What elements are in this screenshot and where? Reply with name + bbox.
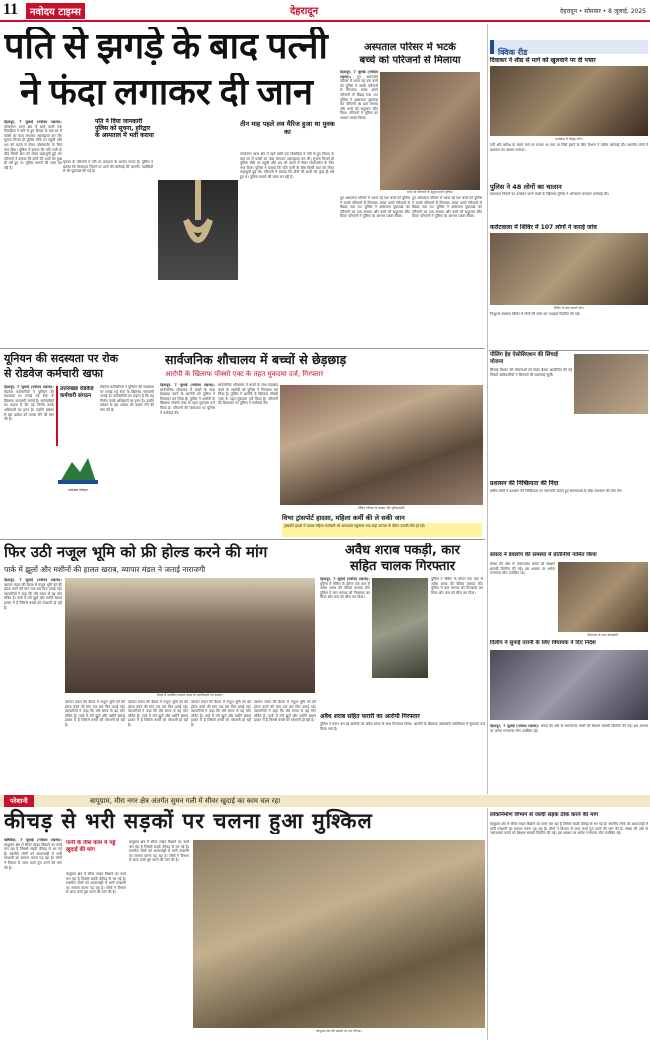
toilet-col-1: [160, 383, 215, 518]
toilet-body-2: सार्वजनिक शौचालय में बच्चों के साथ छेड़छाड़ करने के आरोपी को पुलिस ने गिरफ्तार कर लिया है। पुलिस ने आरोपी के खिलाफ पॉक्सो एक्ट के तहत मुकदमा दर्ज किया है। परिजनों की शिकायत पर पुलिस ने कार्रवाई की।: [218, 383, 278, 406]
hospital-body: दून अस्पताल परिसर में भटक रहे एक बच्चे को पुलिस ने उसके परिजनों से मिलाया। बच्चा अपने परिजनों से बिछड़ गया था। पुलिस ने आसपास पूछताछ कर परिजनों का पता लगाया और बच्चे को सकुशल सौंप दिया। परिजनों ने पुलिस का आभार व्यक्त किया।: [340, 74, 378, 120]
qr-h3-body: [490, 312, 648, 348]
hospital-headline-1: अस्पताल परिसर में भटके: [364, 42, 456, 53]
shivir-head: प्रशासन की निष्क्रियता की निंदा: [490, 480, 559, 487]
lead-col-1: [4, 120, 62, 345]
liquor-col-2: [431, 577, 483, 707]
date-line: देहरादून • सोमवार • 8 जुलाई, 2025: [560, 8, 646, 15]
hospital-col-2: [340, 196, 410, 346]
hospital-body-2: दून अस्पताल परिसर में भटक रहे एक बच्चे को पुलिस ने उसके परिजनों से मिलाया। बच्चा अपने परिजनों से बिछड़ गया था। पुलिस ने आसपास पूछताछ कर परिजनों का पता लगाया और बच्चे को सकुशल सौंप दिया। परिजनों ने पुलिस का आभार व्यक्त किया।: [340, 196, 410, 219]
toilet-body: सार्वजनिक शौचालय में बच्चों के साथ छेड़छाड़ करने के आरोपी को पुलिस ने गिरफ्तार कर लिया है। पुलिस ने आरोपी के खिलाफ पॉक्सो एक्ट के तहत मुकदमा दर्ज किया है। परिजनों की शिकायत पर पुलिस ने कार्रवाई की।: [160, 387, 215, 415]
toilet-dateline: देहरादून, 7 जुलाई (नवोदय टाइम्स):: [160, 383, 215, 387]
nazool-caption: बैठक में उपस्थित व्यापार मंडल के पदाधिकारी एवं सदस्य।: [157, 693, 223, 697]
bottom-col-1: [4, 838, 62, 1038]
nazool-headline: फिर उठी नजूल भूमि को फ्री होल्ड करने की मांग: [4, 543, 268, 561]
nazool-sub: पार्क में झूलों और मशीनों की हालत खराब, व्यापार मंडल ने जताई नाराजगी: [4, 565, 206, 574]
liquor-subbody: [320, 722, 485, 782]
toilet-sub: आरोपी के खिलाफ पॉक्सो एक्ट के तहत मुकदमा दर्ज, गिरफ्तार: [165, 370, 324, 378]
qr-caption-1: कार्यक्रम में मौजूद लोग।: [555, 137, 583, 141]
section-title: देहरादून: [290, 6, 319, 17]
cooling-head: पीलिंग हेड ऐसोसिएशन की सिंचाई योजना: [490, 352, 558, 365]
liquor-photo: [372, 578, 428, 678]
union-headline-1: यूनियन की सदस्यता पर रोक: [4, 352, 119, 365]
trust-body-text: संस्था की ओर से जरूरतमंद बच्चों को शिक्षण सामग्री वितरित की गई। इस अवसर पर अनेक गणमान्य लोग उपस्थित रहे।: [490, 724, 648, 733]
lead-body: पटेलनगर थाना क्षेत्र में रहने वाली एक विवाहिता ने पति से हुए विवाद के बाद घर में फांसी का फंदा लगाकर आत्महत्या कर ली। सूचना मिलते ही पुलिस मौके पर पहुंची और शव को कब्जे में लेकर पोस्टमार्टम के लिए भेज दिया। पुलिस ने बताया कि पति पत्नी के बीच किसी बात को लेकर कहासुनी हुई थी। परिजनों ने बताया कि दोनों की शादी को कुछ ही वर्ष हुए थे। पुलिस मामले की जांच कर रही है।: [4, 124, 62, 170]
liquor-body-2: पुलिस ने चेकिंग के दौरान एक कार से अवैध शराब की पेटियां बरामद कीं। पुलिस ने कार चालक को गिरफ्तार कर लिया और कार को सीज कर दिया।: [431, 577, 483, 595]
toilet-caption: पीड़ित परिवार के सदस्य और पुलिसकर्मी।: [357, 506, 406, 510]
trust-body-bottom-text-2: संस्था की ओर से जरूरतमंद बच्चों को शिक्षण सामग्री वितरित की गई। इस अवसर पर अनेक गणमान्य लोग उपस्थित रहे।: [490, 826, 648, 836]
lead-body-3: पटेलनगर थाना क्षेत्र में रहने वाली एक विवाहिता ने पति से हुए विवाद के बाद घर में फांसी का फंदा लगाकर आत्महत्या कर ली। सूचना मिलते ही पुलिस मौके पर पहुंची और शव को कब्जे में लेकर पोस्टमार्टम के लिए भेज दिया। पुलिस ने बताया कि पति पत्नी के बीच किसी बात को लेकर कहासुनी हुई थी। परिजनों ने बताया कि दोनों की शादी को कुछ ही वर्ष हुए थे। पुलिस मामले की जांच कर रही है।: [240, 152, 334, 179]
paper-name: नवोदय टाइम्स: [26, 3, 85, 19]
lead-headline-1: पति से झगड़े के बाद पत्नी: [4, 27, 328, 65]
qr-h1-body-text: गर्मी और बारिश के चलते मार्ग पर मलबा आ गया था जिसे हटाने के लिए विभाग ने त्वरित कार्रवाई की। स्थानीय लोगों ने प्रशासन का आभार जताया।: [490, 143, 648, 152]
bottom-body: बापूग्राम क्षेत्र में सीवर लाइन बिछाने का कार्य चल रहा है जिससे सड़कें कीचड़ से भर गई हैं। स्थानीय लोगों को आवाजाही में भारी परेशानी का सामना करना पड़ रहा है। लोगों ने विभाग से जल्द कार्य पूरा करने की मांग की है।: [4, 842, 62, 870]
qr-h1-body: [490, 143, 648, 181]
lead-subhead: तीन माह पहले लव मैरिज हुआ था युवक का: [240, 120, 335, 136]
sanjay-caption: विधायक के साथ क्षेत्रवासी।: [587, 633, 619, 637]
toilet-headline: सार्वजनिक शौचालय में बच्चों से छेड़छाड़: [165, 352, 347, 367]
toilet-box-body: ट्रांसपोर्ट हादसे में घायल महिला कर्मचारी को अस्पताल पहुंचाया गया जहां उपचार के दौरान उसकी मौत हो गई।: [284, 524, 426, 528]
lead-highlight: पति ने दिया जानकारी पुलिस को सूचना, हरिद्वार के अस्पताल में भर्ती कराया: [95, 118, 154, 139]
bottom-kicker: बापूग्राम, मीरा नगर क्षेत्र अंतर्गत सुमन गली में सीवर खुदाई का काम चल रहा: [90, 797, 281, 805]
hospital-photo: [380, 72, 480, 190]
union-col-2: [100, 385, 154, 515]
bottom-dateline: ऋषिकेश, 7 जुलाई (नवोदय टाइम्स):: [4, 838, 62, 842]
bottom-col-3: [129, 840, 189, 1038]
trust-photo: [490, 650, 648, 720]
rope-icon: [158, 180, 238, 280]
sanjay-head-2: दिलीप ने सुनाई तरानी के लिए विधायक ने दिए निर्देश: [490, 640, 596, 646]
nazool-body-2: व्यापार मंडल की बैठक में नजूल भूमि को फ्री होल्ड करने की मांग एक बार फिर उठाई गई। व्यापारियों ने कहा कि लंबे समय से यह मांग लंबित है। पार्क में लगे झूले और मशीनें खराब हालत में हैं जिससे बच्चों को परेशानी हो रही है।: [65, 700, 125, 727]
bottom-right-divider: [487, 808, 488, 1040]
noose-photo: [158, 180, 238, 280]
trust-body-bottom: [490, 822, 648, 1032]
bottom-caption: बापूग्राम क्षेत्र की सड़कों पर भरा कीचड़।: [316, 1029, 362, 1033]
divider-right-1: [489, 350, 649, 351]
lead-body-2: मृतका के परिजनों ने पति पर प्रताड़ना के आरोप लगाए हैं। पुलिस ने बताया कि शिकायत मिलने पर आगे की कार्रवाई की जाएगी। पड़ोसियों से भी पूछताछ की गई है।: [63, 160, 153, 174]
lead-col-2: [63, 160, 153, 345]
sanjay-head: सांसद ने डवलोप की समस्या में प्रतिनिधि नामित किया: [490, 552, 597, 558]
toilet-photo: [280, 385, 483, 505]
roadways-logo-icon: [58, 450, 98, 484]
nazool-body: व्यापार मंडल की बैठक में नजूल भूमि को फ्री होल्ड करने की मांग एक बार फिर उठाई गई। व्यापारियों ने कहा कि लंबे समय से यह मांग लंबित है। पार्क में लगे झूले और मशीनें खराब हालत में हैं जिससे बच्चों को परेशानी हो रही है।: [4, 582, 62, 610]
hospital-col-3: [412, 196, 482, 346]
union-body-2: रोडवेज कर्मचारियों ने यूनियन की सदस्यता पर लगाई गई रोक के खिलाफ नाराजगी जताई है। कर्मचारियों का कहना है कि यह निर्णय उनके अधिकारों का हनन है। उन्होंने प्रबंधन से इस आदेश को वापस लेने की मांग की है।: [100, 385, 154, 412]
bottom-banner: [0, 795, 650, 807]
qr-h2-body-text: यातायात नियमों का उल्लंघन करने वालों के खिलाफ पुलिस ने अभियान चलाकर कार्रवाई की।: [490, 192, 609, 196]
liquor-sub-body: पुलिस ने फरार चल रहे आरोपी को अवैध शराब के साथ गिरफ्तार किया। आरोपी के खिलाफ आबकारी अधिनियम में मुकदमा दर्ज किया गया है।: [320, 722, 485, 731]
bottom-col-2: [66, 872, 126, 1038]
liquor-headline-2: सहित चालक गिरफ्तार: [349, 559, 456, 574]
lead-dateline: देहरादून, 7 जुलाई (नवोदय टाइम्स):: [4, 120, 62, 124]
divider-2: [0, 539, 485, 540]
hospital-caption: बच्चे को परिजनों के सुपुर्द करती पुलिस।: [407, 190, 453, 194]
union-col-1: [4, 385, 54, 515]
bottom-body-2: बापूग्राम क्षेत्र में सीवर लाइन बिछाने का कार्य चल रहा है जिससे सड़कें कीचड़ से भर गई हैं। स्थानीय लोगों को आवाजाही में भारी परेशानी का सामना करना पड़ रहा है। लोगों ने विभाग से जल्द कार्य पूरा करने की मांग की है।: [66, 872, 126, 895]
union-sidehead: उत्तराखंड रोडवेज कर्मचारी संगठन: [60, 386, 94, 399]
qr-photo-1: [490, 66, 648, 136]
toilet-col-2: [218, 383, 278, 518]
qr-h3-body-text: निःशुल्क स्वास्थ्य शिविर में लोगों की जांच कर दवाइयां वितरित की गईं।: [490, 312, 581, 316]
liquor-subhead: अवैध शराब सहित फरारी का आरोपी गिरफ्तार: [320, 713, 420, 720]
nazool-body-5: व्यापार मंडल की बैठक में नजूल भूमि को फ्री होल्ड करने की मांग एक बार फिर उठाई गई। व्यापारियों ने कहा कि लंबे समय से यह मांग लंबित है। पार्क में लगे झूले और मशीनें खराब हालत में हैं जिससे बच्चों को परेशानी हो रही है।: [254, 700, 316, 723]
qr-h2: पुलिस ने 48 लोगों का चालान: [490, 183, 562, 191]
union-logo-text: उत्तराखंड परिवहन: [68, 488, 88, 492]
hospital-headline-2: बच्चे को परिजनों से मिलाया: [359, 55, 461, 66]
qr-h1: दिवाकर ने शीघ्र से मार्ग को खुलवाने पर दी पचार: [490, 57, 596, 64]
bottom-box-text: पानी के तीस काम में गड्ढे खुदाई की मांग: [66, 840, 116, 853]
lead-subhead-box: [240, 120, 335, 150]
shivir-body-text: क्षेत्रीय लोगों ने प्रशासन की निष्क्रियता पर नाराजगी जताते हुए समस्याओं के शीघ्र समाधान की मांग की।: [490, 489, 623, 493]
qr-photo-2: [490, 233, 648, 305]
bottom-tag: परेशानी: [4, 795, 34, 807]
toilet-box: [282, 523, 482, 537]
lead-col-3: [240, 152, 334, 342]
bottom-body-3: बापूग्राम क्षेत्र में सीवर लाइन बिछाने का कार्य चल रहा है जिससे सड़कें कीचड़ से भर गई हैं। स्थानीय लोगों को आवाजाही में भारी परेशानी का सामना करना पड़ रहा है। लोगों ने विभाग से जल्द कार्य पूरा करने की मांग की है।: [129, 840, 189, 863]
divider-1: [0, 348, 485, 349]
sanjay-photo: [558, 562, 648, 632]
nazool-body-4: व्यापार मंडल की बैठक में नजूल भूमि को फ्री होल्ड करने की मांग एक बार फिर उठाई गई। व्यापारियों ने कहा कि लंबे समय से यह मांग लंबित है। पार्क में लगे झूले और मशीनें खराब हालत में हैं जिससे बच्चों को परेशानी हो रही है।: [191, 700, 251, 727]
bottom-photo: [193, 840, 485, 1028]
lead-highlight-box: [95, 118, 155, 158]
nazool-dateline: देहरादून, 7 जुलाई (नवोदय टाइम्स):: [4, 578, 62, 582]
trust-dateline: देहरादून, 7 जुलाई (नवोदय टाइम्स):: [490, 724, 540, 728]
union-sidehead-box: [56, 386, 96, 446]
trust-head: लोकनिर्माण विभाग से जल्दी सड़क ठीक करने की मांग: [490, 812, 598, 818]
qr-caption-2: शिविर में जांच कराते लोग।: [553, 306, 585, 310]
union-body: रोडवेज कर्मचारियों ने यूनियन की सदस्यता पर लगाई गई रोक के खिलाफ नाराजगी जताई है। कर्मचारियों का कहना है कि यह निर्णय उनके अधिकारों का हनन है। उन्होंने प्रबंधन से इस आदेश को वापस लेने की मांग की है।: [4, 389, 54, 422]
sanjay-body-text: संस्था की ओर से जरूरतमंद बच्चों को शिक्षण सामग्री वितरित की गई। इस अवसर पर अनेक गणमान्य लोग उपस्थित रहे।: [490, 562, 555, 576]
union-headline-2: से रोडवेज कर्मचारी खफा: [4, 367, 103, 380]
quick-read-title: क्विक रीड: [498, 48, 528, 57]
bottom-headline: कीचड़ से भरी सड़कों पर चलना हुआ मुश्किल: [4, 809, 373, 833]
right-divider: [487, 24, 488, 794]
qr-h3: करोटवाला में शिविर में 107 लोगों ने कराई जांच: [490, 224, 597, 231]
liquor-col-1: [320, 577, 370, 707]
toilet-box-head: विभा ट्रांसपोर्ट हादसा, महिला कर्मी की ले सकी जान: [282, 514, 405, 522]
hospital-dateline: देहरादून, 7 जुलाई (नवोदय टाइम्स):: [340, 70, 378, 79]
hospital-body-3: दून अस्पताल परिसर में भटक रहे एक बच्चे को पुलिस ने उसके परिजनों से मिलाया। बच्चा अपने परिजनों से बिछड़ गया था। पुलिस ने आसपास पूछताछ कर परिजनों का पता लगाया और बच्चे को सकुशल सौंप दिया। परिजनों ने पुलिस का आभार व्यक्त किया।: [412, 196, 482, 219]
page-number: 11: [3, 1, 19, 18]
cooling-photo: [574, 354, 648, 414]
union-logo: [58, 450, 98, 490]
qr-h2-body: [490, 192, 648, 222]
cooling-body-text: सिंचाई विभाग की योजनाओं को लेकर बैठक आयोजित की गई जिसमें अधिकारियों ने किसानों की समस्याएं सुनीं।: [490, 368, 572, 377]
trust-body-bottom-text: बापूग्राम क्षेत्र में सीवर लाइन बिछाने का कार्य चल रहा है जिससे सड़कें कीचड़ से भर गई हैं। स्थानीय लोगों को आवाजाही में भारी परेशानी का सामना करना पड़ रहा है। लोगों ने विभाग से जल्द कार्य पूरा करने की मांग की है।: [490, 822, 648, 831]
hospital-col-1: [340, 70, 378, 190]
masthead: [0, 0, 650, 22]
trust-body: [490, 724, 648, 764]
union-dateline: देहरादून, 7 जुलाई (नवोदय टाइम्स):: [4, 385, 54, 389]
liquor-headline-1: अवैध शराब पकड़ी, कार: [345, 543, 460, 558]
nazool-col-1: [4, 578, 62, 743]
shivir-body: [490, 489, 648, 549]
lead-headline-2: ने फंदा लगाकर दी जान: [20, 73, 314, 111]
cooling-body: [490, 368, 572, 478]
liquor-body: पुलिस ने चेकिंग के दौरान एक कार से अवैध शराब की पेटियां बरामद कीं। पुलिस ने कार चालक को गिरफ्तार कर लिया और कार को सीज कर दिया।: [320, 581, 370, 600]
liquor-dateline: देहरादून, 7 जुलाई (नवोदय टाइम्स):: [320, 577, 370, 581]
bottom-box: [66, 840, 126, 870]
nazool-body-3: व्यापार मंडल की बैठक में नजूल भूमि को फ्री होल्ड करने की मांग एक बार फिर उठाई गई। व्यापारियों ने कहा कि लंबे समय से यह मांग लंबित है। पार्क में लगे झूले और मशीनें खराब हालत में हैं जिससे बच्चों को परेशानी हो रही है।: [128, 700, 188, 727]
nazool-photo: [65, 578, 315, 693]
sanjay-body: [490, 562, 555, 637]
quick-read-banner: [490, 40, 648, 57]
